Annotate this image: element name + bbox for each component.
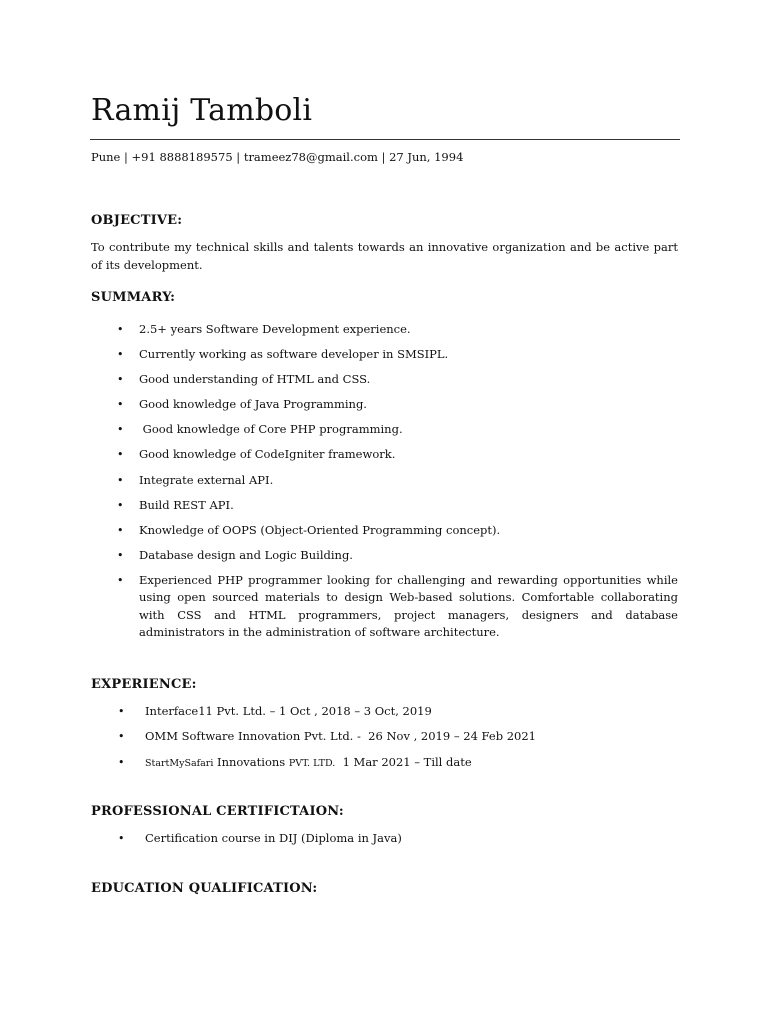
summary-item-text: Good understanding of HTML and CSS.	[139, 372, 371, 387]
certification-list	[118, 830, 678, 848]
summary-item-text: Good knowledge of Java Programming.	[139, 397, 367, 412]
bullet-icon: •	[117, 523, 124, 537]
objective-heading: OBJECTIVE:	[91, 213, 183, 228]
summary-item-text: Knowledge of OOPS (Object-Oriented Programming concept).	[139, 522, 501, 537]
experience-item	[118, 728, 678, 746]
summary-item-text: Good knowledge of Core PHP programming.	[139, 422, 403, 437]
experience-item-text: OMM Software Innovation Pvt. Ltd. - 26 Nov , 2019 – 24 Feb 2021	[145, 729, 536, 744]
summary-item	[117, 446, 678, 464]
certification-item-text: Certification course in DIJ (Diploma in Java)	[145, 831, 402, 845]
summary-item-text: Integrate external API.	[139, 472, 274, 487]
bullet-icon: •	[117, 423, 124, 437]
experience-item	[118, 703, 678, 721]
experience-company-rest: Innovations	[213, 754, 289, 769]
summary-item	[117, 321, 678, 339]
experience-dates: 1 Mar 2021 – Till date	[335, 754, 472, 769]
summary-item	[117, 547, 678, 565]
candidate-name: Ramij Tamboli	[91, 93, 313, 128]
bullet-icon: •	[117, 348, 124, 362]
bullet-icon: •	[118, 730, 125, 744]
summary-item-text: Experienced PHP programmer looking for challenging and rewarding opportunities while using open sourced materials to design Web-based solutions. Comfortable collaborating with CSS and HTML programmers, project managers, designers and database administrators in the administration of software architecture.	[139, 572, 678, 640]
objective-text: To contribute my technical skills and talents towards an innovative organization and be active part of its development.	[91, 240, 678, 272]
summary-list	[117, 321, 678, 650]
summary-item-text: Good knowledge of CodeIgniter framework.	[139, 447, 396, 462]
experience-item	[118, 754, 678, 773]
certification-item	[118, 830, 678, 848]
experience-item-text: Interface11 Pvt. Ltd. – 1 Oct , 2018 – 3 Oct, 2019	[145, 704, 432, 718]
summary-item	[117, 346, 678, 364]
bullet-icon: •	[117, 323, 124, 336]
bullet-icon: •	[117, 548, 124, 562]
education-heading: EDUCATION QUALIFICATION:	[91, 881, 318, 896]
bullet-icon: •	[117, 498, 124, 512]
bullet-icon: •	[117, 398, 124, 412]
summary-item	[117, 572, 678, 642]
contact-line: Pune | +91 8888189575 | trameez78@gmail.com | 27 Jun, 1994	[91, 150, 464, 164]
experience-company-suffix: PVT. LTD.	[288, 757, 336, 769]
certification-heading: PROFESSIONAL CERTIFICTAION:	[91, 804, 344, 819]
header-divider	[90, 139, 680, 140]
bullet-icon: •	[117, 573, 124, 587]
summary-item	[117, 472, 678, 490]
summary-item-text: Database design and Logic Building.	[139, 547, 353, 562]
bullet-icon: •	[117, 448, 124, 462]
bullet-icon: •	[117, 473, 124, 487]
summary-item-text: 2.5+ years Software Development experience.	[139, 322, 411, 336]
summary-item-text: Build REST API.	[139, 497, 234, 512]
bullet-icon: •	[117, 373, 124, 387]
bullet-icon: •	[118, 832, 125, 845]
experience-company-name: StartMySafari	[145, 757, 214, 769]
summary-item	[117, 522, 678, 540]
summary-item	[117, 371, 678, 389]
summary-heading: SUMMARY:	[91, 290, 176, 305]
summary-item	[117, 497, 678, 515]
bullet-icon: •	[118, 755, 125, 769]
experience-heading: EXPERIENCE:	[91, 677, 197, 692]
summary-item	[117, 396, 678, 414]
summary-item	[117, 421, 678, 439]
experience-list	[118, 703, 678, 780]
summary-item-text: Currently working as software developer in SMSIPL.	[139, 347, 449, 362]
bullet-icon: •	[118, 705, 125, 718]
